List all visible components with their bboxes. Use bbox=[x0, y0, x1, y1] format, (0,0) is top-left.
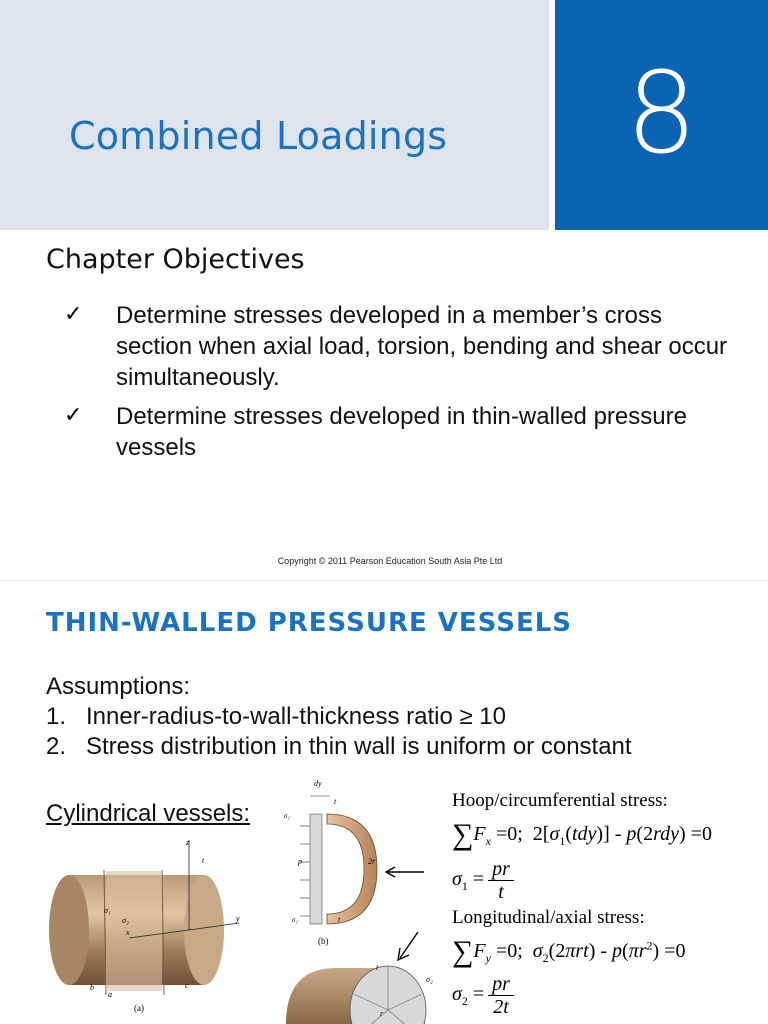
axis-z-label: z bbox=[186, 838, 190, 847]
assumption-item bbox=[46, 702, 632, 732]
objectives-heading: Chapter Objectives bbox=[46, 244, 305, 275]
assumptions-block bbox=[46, 672, 632, 762]
hoop-stress-formula: $\sigma_1$ = $\frac{pr}{t}$ bbox=[452, 858, 768, 903]
point-b-label: b bbox=[90, 983, 94, 992]
label-sigma2: σ₂ bbox=[122, 916, 129, 925]
point-c-label: c bbox=[185, 981, 189, 990]
figure-a-caption: (a) bbox=[134, 1003, 144, 1013]
cylindrical-vessels-label: Cylindrical vessels: bbox=[46, 800, 251, 827]
checkmark-icon: ✓ bbox=[64, 403, 83, 428]
objectives-list bbox=[64, 300, 744, 471]
assumption-item bbox=[46, 732, 632, 762]
objective-item bbox=[64, 401, 744, 463]
label-p: p bbox=[298, 857, 302, 866]
section-figure-b bbox=[282, 774, 392, 949]
checkmark-icon: ✓ bbox=[64, 302, 83, 327]
label-sigma1-top: σ₁ bbox=[284, 812, 290, 820]
assumptions-heading: Assumptions: bbox=[46, 673, 191, 700]
point-a-label: a bbox=[108, 990, 112, 999]
wall-strip bbox=[310, 814, 322, 924]
section-title: THIN-WALLED PRESSURE VESSELS bbox=[46, 608, 572, 638]
hoop-stress-heading: Hoop/circumferential stress: bbox=[452, 790, 668, 811]
section-figure-c bbox=[276, 958, 446, 1024]
assumption-number: 1. bbox=[46, 703, 67, 730]
chapter-title: Combined Loadings bbox=[69, 114, 448, 158]
axis-y-label: y bbox=[236, 914, 240, 923]
chapter-number: 8 bbox=[625, 49, 698, 179]
cylinder-left-end bbox=[49, 875, 89, 985]
assumption-number: 2. bbox=[46, 733, 67, 760]
objective-item bbox=[64, 300, 744, 393]
cylinder-figure-a bbox=[44, 835, 254, 1020]
label-t-top: t bbox=[334, 797, 337, 806]
label-t-bottom: t bbox=[338, 915, 341, 924]
label-dy: dy bbox=[314, 779, 322, 788]
slide-separator bbox=[0, 580, 768, 581]
label-t-c: t bbox=[376, 963, 379, 972]
label-r-c: r bbox=[380, 1009, 384, 1018]
cut-element bbox=[106, 871, 162, 991]
label-sigma2-c: σ₂ bbox=[426, 975, 433, 984]
assumption-text: Stress distribution in thin wall is uniform or constant bbox=[86, 733, 632, 760]
hoop-equilibrium-equation: $\sum F_x =0$; $2[\sigma_1(tdy)] - p(2rdy) =0$ bbox=[452, 818, 712, 851]
objective-text: Determine stresses developed in thin-walled pressure vessels bbox=[116, 403, 687, 461]
label-sigma1-bottom: σ₁ bbox=[292, 916, 298, 924]
longitudinal-stress-heading: Longitudinal/axial stress: bbox=[452, 907, 645, 928]
figure-b-caption: (b) bbox=[318, 936, 329, 946]
label-sigma1: σ₁ bbox=[104, 906, 111, 915]
assumption-text: Inner-radius-to-wall-thickness ratio ≥ 10 bbox=[86, 703, 506, 730]
objective-text: Determine stresses developed in a member’s cross section when axial load, torsion, bending and shear occur simultaneously. bbox=[116, 302, 728, 391]
label-t: t bbox=[202, 856, 205, 865]
chapter-number-box bbox=[555, 0, 768, 230]
header-band bbox=[0, 0, 549, 230]
copyright-footer: Copyright © 2011 Pearson Education South Asia Pte Ltd bbox=[277, 556, 503, 566]
label-2r: 2r bbox=[368, 857, 376, 866]
pointer-arrows bbox=[380, 860, 450, 970]
longitudinal-equilibrium-equation: $\sum F_y =0$; $\sigma_2(2\pi rt) - p(\pi r^2) =0$ bbox=[452, 935, 686, 968]
half-ring bbox=[327, 814, 377, 924]
longitudinal-stress-formula: $\sigma_2$ = $\frac{pr}{2t}$ bbox=[452, 973, 768, 1018]
equations-panel bbox=[452, 790, 768, 1018]
axis-x-label: x bbox=[126, 928, 130, 937]
